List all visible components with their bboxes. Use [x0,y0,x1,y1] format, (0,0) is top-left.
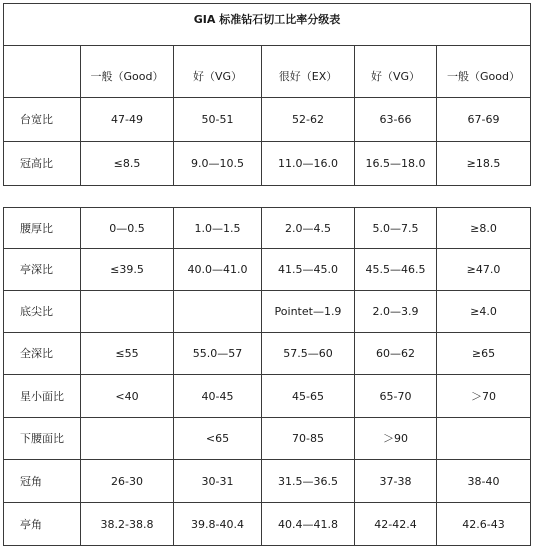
table-cell: ≥47.0 [437,249,531,291]
header-corner [4,46,81,98]
table-cell: 0—0.5 [81,208,174,249]
table-cell: 40.0—41.0 [174,249,262,291]
table-cell [437,418,531,460]
table-cell: 41.5—45.0 [262,249,355,291]
table-cell: 38.2-38.8 [81,503,174,546]
table-cell: 45.5—46.5 [355,249,437,291]
table-cell: ≥18.5 [437,142,531,186]
table-row [4,208,531,249]
page-gap [0,186,533,206]
table-cell: ＞70 [437,375,531,418]
table-row [4,291,531,333]
table-cell: 1.0—1.5 [174,208,262,249]
table-cell: 2.0—3.9 [355,291,437,333]
table-cell: 42.6-43 [437,503,531,546]
table-cell: 40.4—41.8 [262,503,355,546]
table-cell: 30-31 [174,460,262,503]
header-row [4,46,531,98]
table-cell: 42-42.4 [355,503,437,546]
row-label: 星小面比 [4,375,81,418]
table-cell: ≥4.0 [437,291,531,333]
table-cell: <65 [174,418,262,460]
table-cell: Pointet—1.9 [262,291,355,333]
table-cell: ＞90 [355,418,437,460]
grade-header: 一般（Good） [437,46,531,98]
row-label: 亭角 [4,503,81,546]
table-cell: 52-62 [262,98,355,142]
table-cell: 47-49 [81,98,174,142]
table-cell: 37-38 [355,460,437,503]
table-cell: 65-70 [355,375,437,418]
table-cell: 5.0—7.5 [355,208,437,249]
row-label: 腰厚比 [4,208,81,249]
table-row [4,142,531,186]
row-label: 底尖比 [4,291,81,333]
table-cell: 26-30 [81,460,174,503]
table-cell: 55.0—57 [174,333,262,375]
grade-header: 好（VG） [355,46,437,98]
table-cell: 50-51 [174,98,262,142]
table-cell: 63-66 [355,98,437,142]
table-cell: 31.5—36.5 [262,460,355,503]
table-cell: ≤39.5 [81,249,174,291]
table-row [4,418,531,460]
grading-table-lower [3,207,531,546]
table-cell: 57.5—60 [262,333,355,375]
table-row [4,333,531,375]
table-cell: 67-69 [437,98,531,142]
table-cell: <40 [81,375,174,418]
table-row [4,503,531,546]
table-cell: ≥65 [437,333,531,375]
table-cell: ≤55 [81,333,174,375]
grading-table-upper [3,3,531,186]
table-cell: ≥8.0 [437,208,531,249]
grade-header: 一般（Good） [81,46,174,98]
table-cell: 40-45 [174,375,262,418]
title-row [4,4,531,46]
row-label: 下腰面比 [4,418,81,460]
table-row [4,98,531,142]
table-cell: 45-65 [262,375,355,418]
row-label: 台宽比 [4,98,81,142]
table-cell: 9.0—10.5 [174,142,262,186]
row-label: 冠高比 [4,142,81,186]
table-cell [81,291,174,333]
grade-header: 好（VG） [174,46,262,98]
table-cell: 38-40 [437,460,531,503]
row-label: 亭深比 [4,249,81,291]
table-row [4,249,531,291]
table-cell [81,418,174,460]
row-label: 冠角 [4,460,81,503]
table-cell: 39.8-40.4 [174,503,262,546]
table-cell: 70-85 [262,418,355,460]
table-cell: ≤8.5 [81,142,174,186]
grade-header: 很好（EX） [262,46,355,98]
table-cell: 60—62 [355,333,437,375]
table-cell: 2.0—4.5 [262,208,355,249]
row-label: 全深比 [4,333,81,375]
table-row [4,375,531,418]
table-title: GIA 标准钻石切工比率分级表 [4,4,531,46]
table-cell: 11.0—16.0 [262,142,355,186]
table-row [4,460,531,503]
table-cell: 16.5—18.0 [355,142,437,186]
table-cell [174,291,262,333]
